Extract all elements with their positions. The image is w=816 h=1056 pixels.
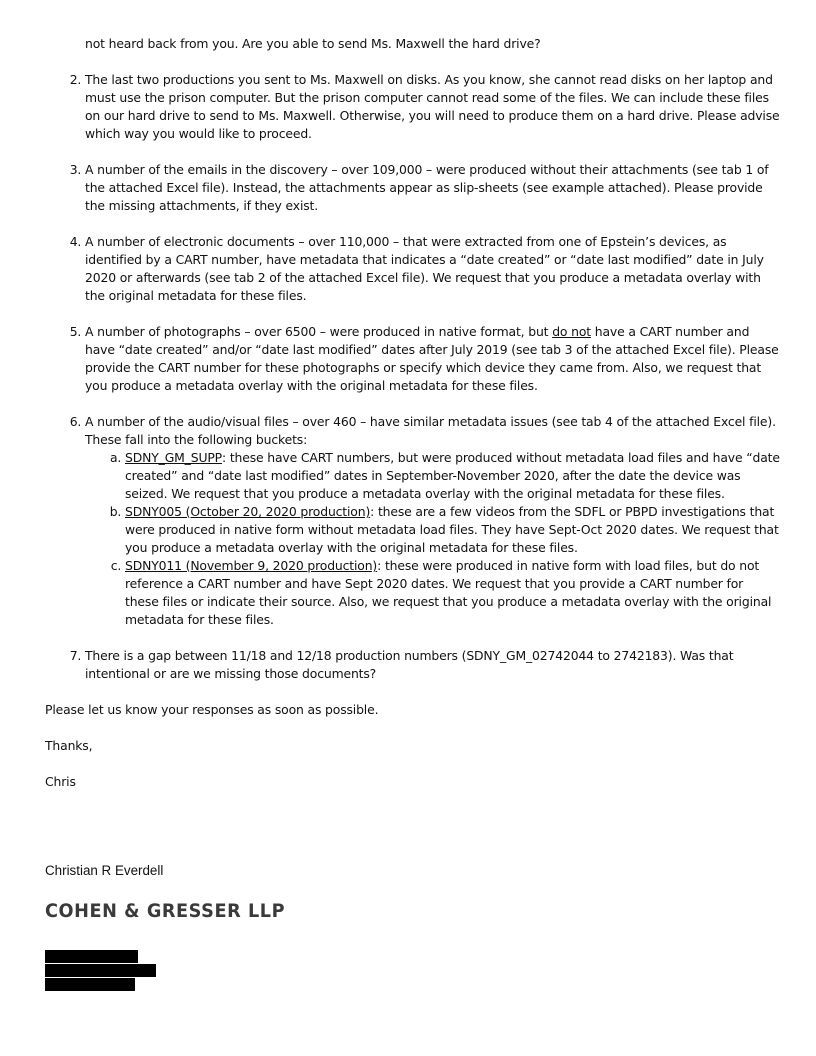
bucket-text: : these have CART numbers, but were produced without metadata load files and have “date created” and “date last modified” dates in September-November 2020, after the date the device was seized. We request that you produce a metadata overlay with the original metadata for these files. bbox=[125, 450, 780, 501]
request-item-text: There is a gap between 11/18 and 12/18 production numbers (SDNY_GM_02742044 to 2742183). Was that intentional or are we missing those documents? bbox=[85, 648, 734, 681]
request-item-6 bbox=[85, 413, 780, 629]
request-item-text-before: A number of photographs – over 6500 – were produced in native format, but bbox=[85, 324, 553, 339]
request-item-5 bbox=[85, 323, 780, 395]
bucket-label: SDNY005 (October 20, 2020 production) bbox=[125, 504, 371, 519]
firm-logo-text: COHEN & GRESSER LLP bbox=[45, 900, 286, 922]
request-item-4 bbox=[85, 233, 780, 305]
bucket-item-c bbox=[125, 557, 780, 629]
sender-short-name: Chris bbox=[45, 774, 76, 789]
request-item-3 bbox=[85, 161, 780, 215]
redaction-block bbox=[45, 964, 156, 977]
closing-request: Please let us know your responses as soon as possible. bbox=[45, 702, 379, 717]
request-item-text: The last two productions you sent to Ms. Maxwell on disks. As you know, she cannot read disks on her laptop and must use the prison computer. But the prison computer cannot read some of the files. We can include these files on our hard drive to send to Ms. Maxwell. Otherwise, you will need to produce them on a hard drive. Please advise which way you would like to proceed. bbox=[85, 72, 780, 141]
request-item-7 bbox=[85, 647, 780, 683]
request-item-text-after: have a CART number and have “date created” and/or “date last modified” dates after July 2019 (see tab 3 of the attached Excel file). Please provide the CART number for these photographs or specify which device they came from. Also, we request that you produce a metadata overlay with the original metadata for these files. bbox=[85, 324, 779, 393]
request-item-2 bbox=[85, 71, 780, 143]
bucket-text: : these were produced in native form with load files, but do not reference a CART number and have Sept 2020 dates. We request that you provide a CART number for these files or indicate their source. Also, we request that you produce a metadata overlay with the original metadata for these files. bbox=[125, 558, 772, 627]
request-item-text: A number of electronic documents – over 110,000 – that were extracted from one of Epstein’s devices, as identified by a CART number, have metadata that indicates a “date created” or “date last modified” date in July 2020 or afterwards (see tab 2 of the attached Excel file). We request that you produce a metadata overlay with the original metadata for these files. bbox=[85, 234, 764, 303]
request-list bbox=[45, 71, 780, 683]
redaction-block bbox=[45, 978, 135, 991]
redaction-block bbox=[45, 950, 138, 963]
request-item-text: A number of the audio/visual files – over 460 – have similar metadata issues (see tab 4 of the attached Excel file). These fall into the following buckets: bbox=[85, 414, 776, 447]
signature-name: Christian R Everdell bbox=[45, 863, 164, 878]
request-item-text: A number of the emails in the discovery – over 109,000 – were produced without their attachments (see tab 1 of the attached Excel file). Instead, the attachments appear as slip-sheets (see example attached). Please provide the missing attachments, if they exist. bbox=[85, 162, 769, 213]
bucket-list bbox=[85, 449, 780, 629]
bucket-label: SDNY_GM_SUPP bbox=[125, 450, 223, 465]
bucket-label: SDNY011 (November 9, 2020 production) bbox=[125, 558, 378, 573]
continuation-line: not heard back from you. Are you able to send Ms. Maxwell the hard drive? bbox=[85, 36, 541, 51]
email-body bbox=[45, 35, 780, 809]
underlined-phrase: do not bbox=[552, 324, 591, 339]
thanks-line: Thanks, bbox=[45, 738, 93, 753]
bucket-item-b bbox=[125, 503, 780, 557]
bucket-text: : these are a few videos from the SDFL or PBPD investigations that were produced in native form without metadata load files. They have Sept-Oct 2020 dates. We request that you produce a metadata overlay with the original metadata for these files. bbox=[125, 504, 779, 555]
bucket-item-a bbox=[125, 449, 780, 503]
